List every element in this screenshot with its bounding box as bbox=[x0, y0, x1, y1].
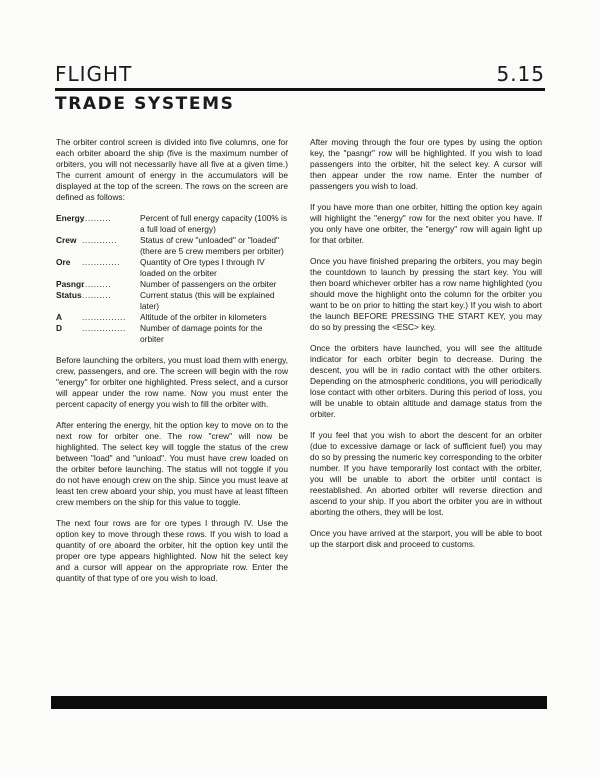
definition-description: Number of damage points for the orbiter bbox=[140, 323, 263, 344]
body-paragraph: Once you have finished preparing the orbiters, you may begin the countdown to launch by pressing the start key. You will then board whichever orbiter has a row name highlighted (you should move the highlight onto the column for the orbiter you want to be on prior to hitting the start key.) If you wish to abort the launch BEFORE PRESSING THE START KEY, you may do so by pressing the <ESC> key. bbox=[310, 256, 542, 332]
definition-leader: ............... bbox=[82, 312, 126, 322]
intro-paragraph: The orbiter control screen is divided into five columns, one for each orbiter aboard the ship (five is the maximum number of orbiters, you will not necessarily have all five at a given time.) The current amount of energy in the accumulators will be displayed at the top of the screen. The rows on the screen are defined as follows: bbox=[56, 137, 288, 202]
body-paragraph: After entering the energy, hit the option key to move on to the next row for orbiter one. The row "crew" will now be highlighted. The select key will toggle the status of the crew between "load" and "unload". You must have crew loaded on the orbiter before launching. The status will not toggle if you do not have enough crew on the ship. Since you must leave at least ten crew aboard your ship, you must have at least fifteen crew members on the ship for this value to toggle. bbox=[56, 420, 288, 507]
body-paragraph: The next four rows are for ore types I through IV. Use the option key to move through these rows. If you wish to load a quantity of ore aboard the orbiter, hit the option key until the proper ore type appears highlighted. Now hit the select key and a cursor will appear on the appropriate row. Enter the quantity of that type of ore you wish to load. bbox=[56, 518, 288, 583]
footer-rule bbox=[51, 696, 547, 709]
definition-term: D bbox=[56, 323, 63, 333]
definition-leader: .......... bbox=[82, 290, 112, 300]
section-title: FLIGHT bbox=[55, 62, 133, 86]
definition-damage bbox=[56, 323, 288, 345]
definition-energy bbox=[56, 213, 288, 235]
definition-description: Current status (this will be explained later) bbox=[140, 290, 275, 311]
row-definitions bbox=[56, 213, 288, 345]
definition-leader: .......... bbox=[82, 213, 112, 223]
definition-term: A bbox=[56, 312, 63, 322]
definition-term: Ore bbox=[56, 257, 71, 267]
definition-leader: ............... bbox=[82, 323, 126, 333]
definition-leader: .......... bbox=[82, 279, 112, 289]
left-column bbox=[56, 137, 288, 594]
definition-term: Status bbox=[56, 290, 82, 300]
definition-altitude bbox=[56, 312, 288, 323]
definition-description: Number of passengers on the orbiter bbox=[140, 279, 277, 289]
definition-leader: ............. bbox=[82, 257, 121, 267]
body-paragraph: Before launching the orbiters, you must load them with energy, crew, passengers, and ore. The screen will begin with the row "energy" for orbiter one highlighted. Press select, and a cursor will appear under the row name. Now you must enter the percent capacity of energy you wish to fill the orbiter with. bbox=[56, 355, 288, 409]
body-paragraph: If you have more than one orbiter, hitting the option key again will highlight the "energy" row for the next obiter you have. If you only have one orbiter, the "energy" row will again light up for that orbiter. bbox=[310, 202, 542, 245]
page-title: TRADE SYSTEMS bbox=[55, 94, 235, 114]
definition-term: Pasngr bbox=[56, 279, 85, 289]
body-paragraph: If you feel that you wish to abort the descent for an orbiter (due to excessive damage or lack of sufficient fuel) you may do so by pressing the numeric key corresponding to the orbiter number. If you have temporarily lost contact with the orbiter, you will be unable to abort the orbiter until contact is reestablished. An aborted orbiter will reverse direction and ascend to your ship. If you abort the orbiter you are in without aborting the others, they will be lost. bbox=[310, 430, 542, 517]
definition-ore bbox=[56, 257, 288, 279]
definition-crew bbox=[56, 235, 288, 257]
definition-term: Energy bbox=[56, 213, 85, 223]
body-paragraph: Once you have arrived at the starport, you will be able to boot up the starport disk and proceed to customs. bbox=[310, 528, 542, 549]
definition-description: Status of crew "unloaded" or "loaded" (there are 5 crew members per orbiter) bbox=[140, 235, 284, 256]
definition-leader: ............ bbox=[82, 235, 118, 245]
definition-term: Crew bbox=[56, 235, 77, 245]
body-paragraph: After moving through the four ore types by using the option key, the "pasngr" row will be highlighted. If you wish to load passengers into the orbiter, hit the select key. A cursor will then appear under the row name. Enter the number of passengers you wish to load. bbox=[310, 137, 542, 191]
page-number: 5.15 bbox=[496, 62, 545, 86]
page-header bbox=[55, 62, 545, 88]
header-rule bbox=[55, 88, 545, 91]
definition-description: Quantity of Ore types I through IV loaded on the orbiter bbox=[140, 257, 265, 278]
definition-status bbox=[56, 290, 288, 312]
right-column bbox=[310, 137, 542, 560]
definition-description: Altitude of the orbiter in kilometers bbox=[140, 312, 267, 322]
body-paragraph: Once the orbiters have launched, you will see the altitude indicator for each orbiter begin to decrease. During the descent, you will be in radio contact with the other orbiters. Depending on the atmospheric conditions, you will periodically lose contact with other orbiters. During this period of loss, you will be unable to obtain altitude and damage status from the orbiter. bbox=[310, 343, 542, 419]
definition-description: Percent of full energy capacity (100% is a full load of energy) bbox=[140, 213, 288, 234]
definition-pasngr bbox=[56, 279, 288, 290]
